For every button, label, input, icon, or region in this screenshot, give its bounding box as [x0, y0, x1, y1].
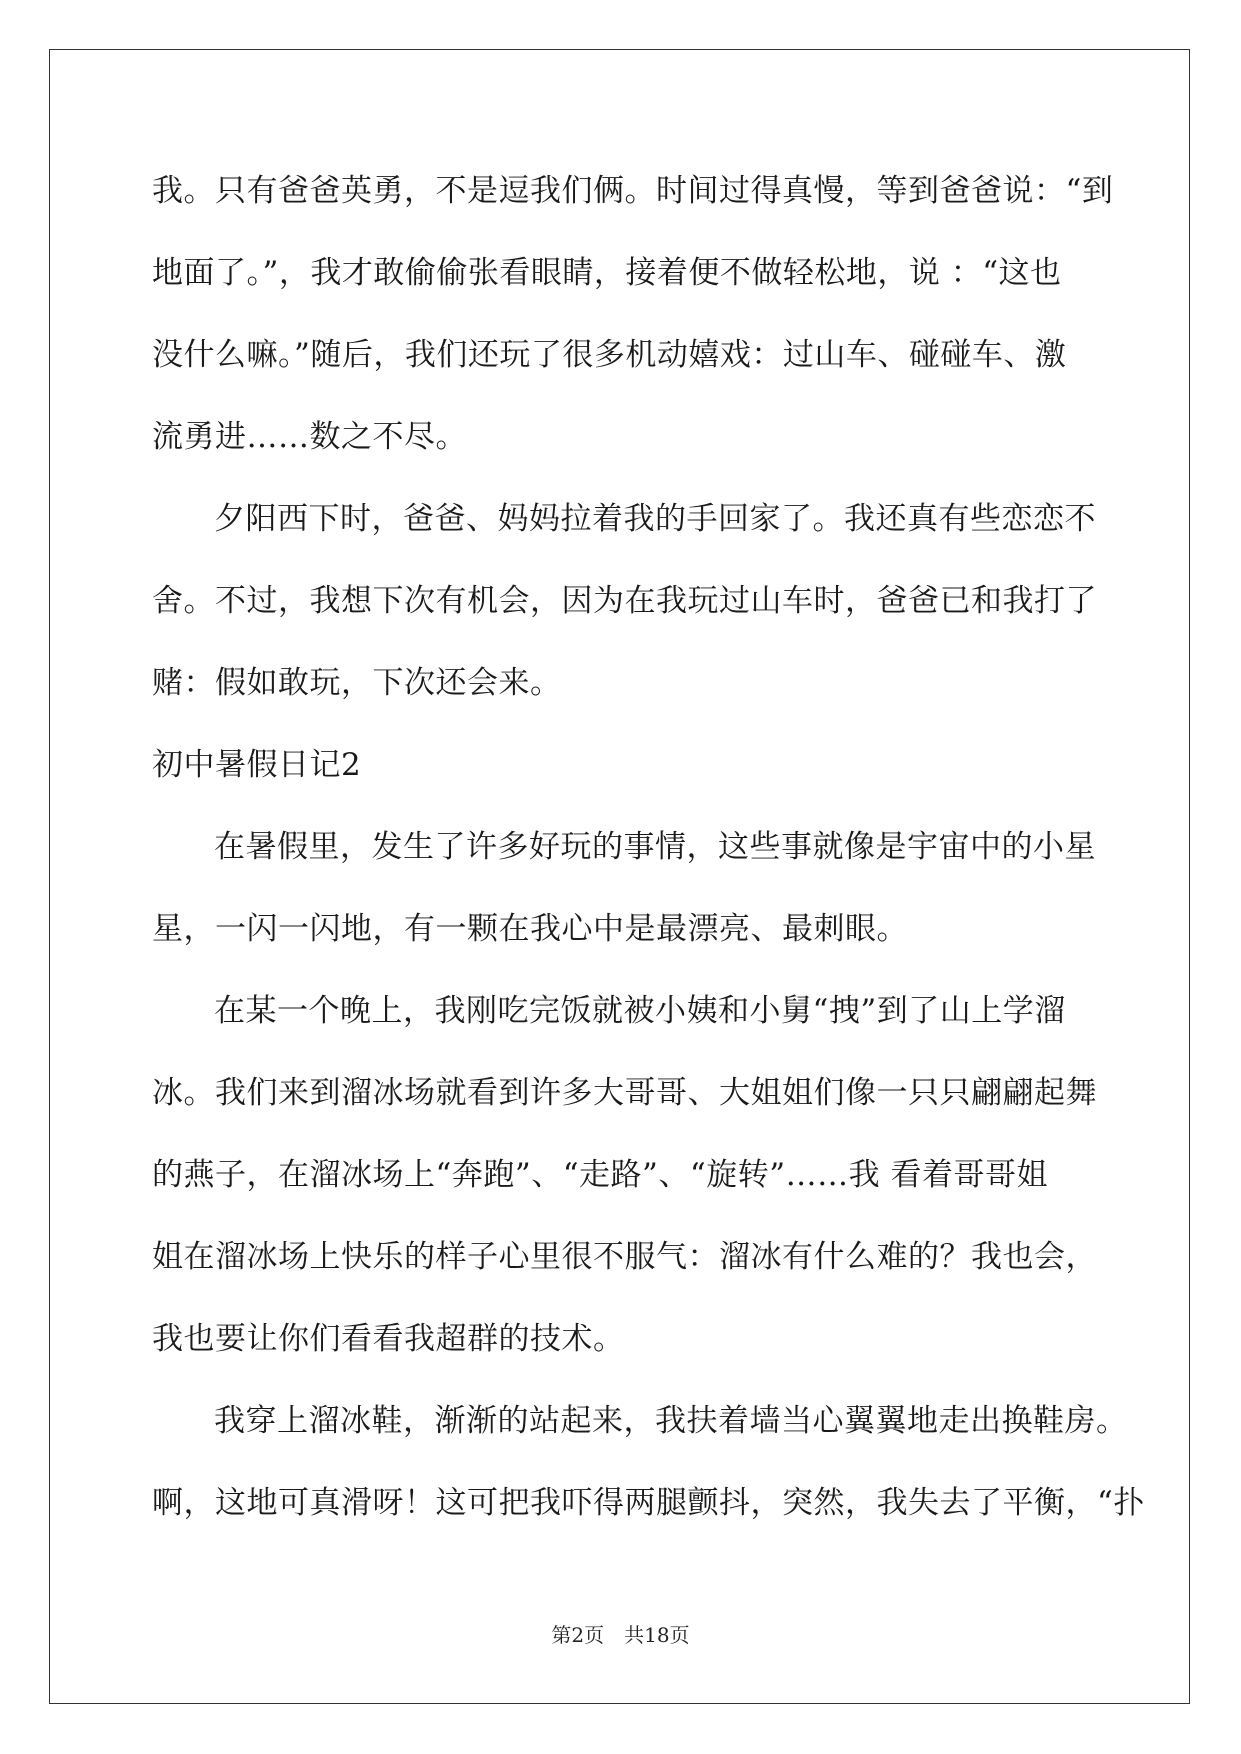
text-line: 冰。我们来到溜冰场就看到许多大哥哥、大姐姐们像一只只翩翩起舞 [152, 1075, 1097, 1111]
text-line: 我也要让你们看看我超群的技术。 [152, 1321, 625, 1357]
text-line: 赌：假如敢玩，下次还会来。 [152, 665, 562, 701]
text-line: 流勇进……数之不尽。 [152, 419, 467, 455]
text-line: 在某一个晚上，我刚吃完饭就被小姨和小舅“拽”到了山上学溜 [214, 993, 1066, 1029]
text-line: 的燕子，在溜冰场上“奔跑”、“走路”、“旋转”……我 看着哥哥姐 [152, 1157, 1048, 1193]
text-line: 在暑假里，发生了许多好玩的事情，这些事就像是宇宙中的小星 [214, 829, 1096, 865]
text-line: 没什么嘛。”随后，我们还玩了很多机动嬉戏：过山车、碰碰车、激 [152, 337, 1067, 373]
text-line: 姐在溜冰场上快乐的样子心里很不服气：溜冰有什么难的？我也会， [152, 1239, 1097, 1275]
text-line: 夕阳西下时，爸爸、妈妈拉着我的手回家了。我还真有些恋恋不 [214, 501, 1096, 537]
text-line: 地面了。”，我才敢偷偷张看眼睛，接着便不做轻松地，说 ：“这也 [152, 255, 1062, 291]
text-line: 啊，这地可真滑呀！这可把我吓得两腿颤抖，突然，我失去了平衡，“扑 [152, 1485, 1145, 1521]
page-footer: 第2页 共18页 [551, 1623, 690, 1647]
document-body [152, 160, 1145, 1554]
section-heading: 初中暑假日记2 [152, 747, 362, 783]
text-line: 我。只有爸爸英勇，不是逗我们俩。时间过得真慢，等到爸爸说：“到 [152, 173, 1114, 209]
text-line: 星，一闪一闪地，有一颗在我心中是最漂亮、最刺眼。 [152, 911, 908, 947]
text-line: 我穿上溜冰鞋，渐渐的站起来，我扶着墙当心翼翼地走出换鞋房。 [214, 1403, 1128, 1439]
text-line: 舍。不过，我想下次有机会，因为在我玩过山车时，爸爸已和我打了 [152, 583, 1097, 619]
